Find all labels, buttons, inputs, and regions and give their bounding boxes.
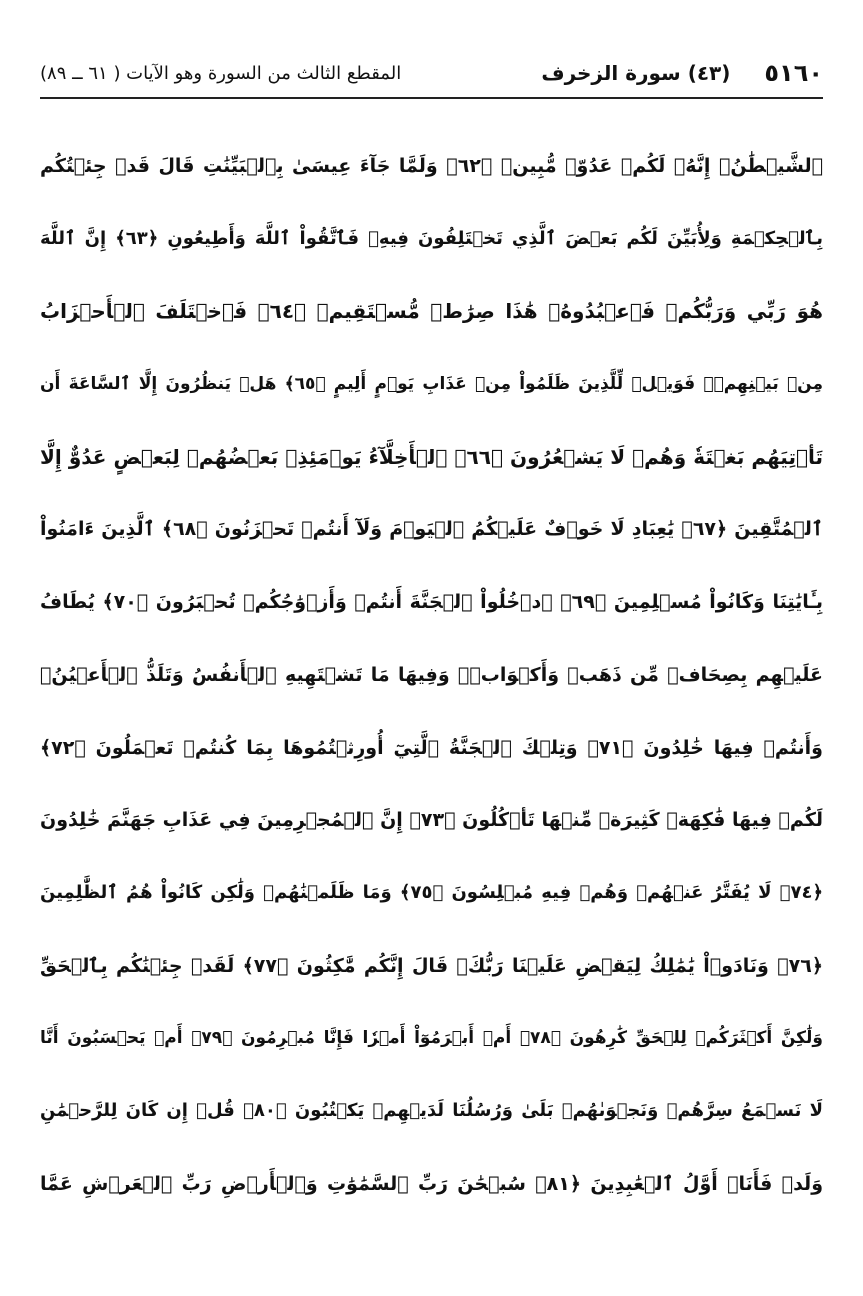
text-line: عَلَيۡهِم بِصِحَافٖ مِّن ذَهَبٖ وَأَكۡوَابٖۖ وَفِيهَا مَا تَشۡتَهِيهِ ٱلۡأَنفُسُ وَتَلَذُّ ٱلۡأَعۡيُنُۖ	[40, 663, 823, 686]
header-divider	[40, 97, 823, 99]
quran-text-block	[40, 130, 823, 1220]
page-number: ٥١٦٠	[764, 59, 823, 87]
text-line: بِـَٔايَٰتِنَا وَكَانُواْ مُسۡلِمِينَ ﴿٦٩﴾ ٱدۡخُلُواْ ٱلۡجَنَّةَ أَنتُمۡ وَأَزۡوَٰجُكُمۡ تُحۡبَرُونَ ﴿٧٠﴾ يُطَافُ	[40, 591, 823, 614]
text-line: وَأَنتُمۡ فِيهَا خَٰلِدُونَ ﴿٧١﴾ وَتِلۡكَ ٱلۡجَنَّةُ ٱلَّتِيٓ أُورِثۡتُمُوهَا بِمَا كُنتُمۡ تَعۡمَلُونَ ﴿٧٢﴾	[40, 736, 823, 759]
surah-title: (٤٣) سورة الزخرف	[541, 61, 731, 85]
text-line: مِنۢ بَيۡنِهِمۡۖ فَوَيۡلٞ لِّلَّذِينَ ظَلَمُواْ مِنۡ عَذَابِ يَوۡمٍ أَلِيمٍ ﴿٦٥﴾ هَلۡ يَنظُرُونَ إِلَّا ٱلسَّاعَةَ أَن	[40, 374, 823, 395]
text-line: ﴿٧٤﴾ لَا يُفَتَّرُ عَنۡهُمۡ وَهُمۡ فِيهِ مُبۡلِسُونَ ﴿٧٥﴾ وَمَا ظَلَمۡنَٰهُمۡ وَلَٰكِن كَانُواْ هُمُ ٱلظَّٰلِمِينَ	[40, 881, 823, 903]
text-line: ﴿٧٦﴾ وَنَادَوۡاْ يَٰمَٰلِكُ لِيَقۡضِ عَلَيۡنَا رَبُّكَۖ قَالَ إِنَّكُم مَّٰكِثُونَ ﴿٧٧﴾ لَقَدۡ جِئۡنَٰكُم بِٱلۡحَقِّ	[40, 954, 823, 977]
page-header	[40, 50, 823, 96]
text-line: لَكُمۡ فِيهَا فَٰكِهَةٞ كَثِيرَةٞ مِّنۡهَا تَأۡكُلُونَ ﴿٧٣﴾ إِنَّ ٱلۡمُجۡرِمِينَ فِي عَذَابِ جَهَنَّمَ خَٰلِدُونَ	[40, 809, 823, 832]
text-line: وَلَدٞ فَأَنَا۠ أَوَّلُ ٱلۡعَٰبِدِينَ ﴿٨١﴾ سُبۡحَٰنَ رَبِّ ٱلسَّمَٰوَٰتِ وَٱلۡأَرۡضِ رَبِّ ٱلۡعَرۡشِ عَمَّا	[40, 1172, 823, 1195]
text-line: بِٱلۡحِكۡمَةِ وَلِأُبَيِّنَ لَكُم بَعۡضَ ٱلَّذِي تَخۡتَلِفُونَ فِيهِۖ فَٱتَّقُواْ ٱللَّهَ وَأَطِيعُونِ ﴿٦٣﴾ إِنَّ ٱللَّهَ	[40, 227, 823, 249]
header-right-group	[541, 59, 823, 87]
text-line: ٱلۡمُتَّقِينَ ﴿٦٧﴾ يَٰعِبَادِ لَا خَوۡفٌ عَلَيۡكُمُ ٱلۡيَوۡمَ وَلَآ أَنتُمۡ تَحۡزَنُونَ ﴿٦٨﴾ ٱلَّذِينَ ءَامَنُواْ	[40, 518, 823, 541]
section-title: المقطع الثالث من السورة وهو الآيات ( ٦١ ــ ٨٩)	[40, 62, 402, 84]
text-line: لَا نَسۡمَعُ سِرَّهُمۡ وَنَجۡوَىٰهُمۚ بَلَىٰ وَرُسُلُنَا لَدَيۡهِمۡ يَكۡتُبُونَ ﴿٨٠﴾ قُلۡ إِن كَانَ لِلرَّحۡمَٰنِ	[40, 1099, 823, 1121]
text-line: ٱلشَّيۡطَٰنُۖ إِنَّهُۥ لَكُمۡ عَدُوّٞ مُّبِينٞ ﴿٦٢﴾ وَلَمَّا جَآءَ عِيسَىٰ بِٱلۡبَيِّنَٰتِ قَالَ قَدۡ جِئۡتُكُم	[40, 155, 823, 177]
text-line: هُوَ رَبِّي وَرَبُّكُمۡ فَٱعۡبُدُوهُۚ هَٰذَا صِرَٰطٞ مُّسۡتَقِيمٞ ﴿٦٤﴾ فَٱخۡتَلَفَ ٱلۡأَحۡزَابُ	[40, 299, 823, 324]
text-line: وَلَٰكِنَّ أَكۡثَرَكُمۡ لِلۡحَقِّ كَٰرِهُونَ ﴿٧٨﴾ أَمۡ أَبۡرَمُوٓاْ أَمۡرٗا فَإِنَّا مُبۡرِمُونَ ﴿٧٩﴾ أَمۡ يَحۡسَبُونَ أَنَّا	[40, 1028, 823, 1049]
text-line: تَأۡتِيَهُم بَغۡتَةٗ وَهُمۡ لَا يَشۡعُرُونَ ﴿٦٦﴾ ٱلۡأَخِلَّآءُ يَوۡمَئِذِۭ بَعۡضُهُمۡ لِبَعۡضٍ عَدُوٌّ إِلَّا	[40, 444, 823, 469]
